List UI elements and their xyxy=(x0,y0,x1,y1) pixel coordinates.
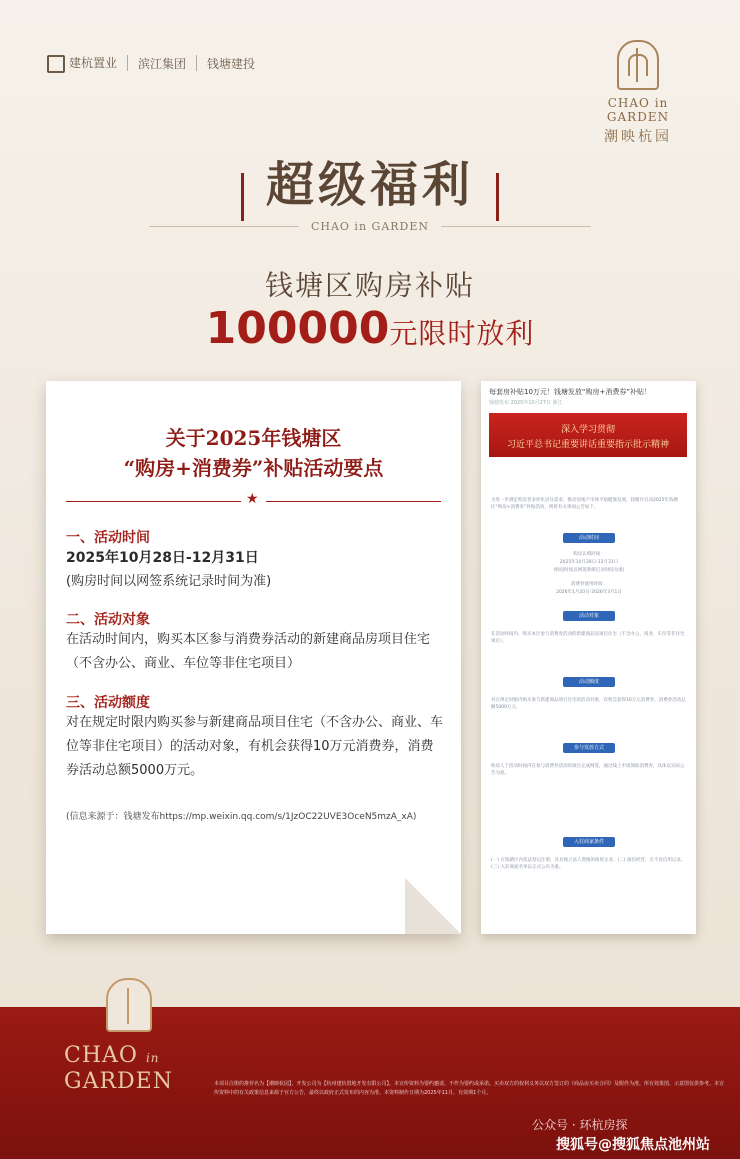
article-intro: 为进一步满足购房者多样化居住需求，推动房地产市场平稳健康发展，钱塘区启动2025年钱塘区“购房+消费券”补贴活动，现将有关事项公告如下。 xyxy=(491,498,678,510)
garden-emblem-icon xyxy=(106,978,152,1032)
article-meta: 钱塘发布 2025年10月27日 浙江 xyxy=(489,400,563,406)
article-pill-target: 活动对象 xyxy=(563,611,615,621)
watermark-sohu: 搜狐号@搜狐焦点池州站 xyxy=(556,1137,710,1153)
brand-binjiang: 滨江集团 xyxy=(138,56,187,71)
section-time-heading: 一、活动时间 xyxy=(66,530,150,546)
article-screenshot xyxy=(481,381,696,934)
section-target-heading: 二、活动对象 xyxy=(66,612,150,628)
section-time-note: (购房时间以网签系统记录时间为准) xyxy=(66,574,272,589)
article-title: 每套房补贴10万元！钱塘发放“购房+消费券”补贴！ xyxy=(489,388,652,396)
bottom-project-logo: CHAO in GARDEN xyxy=(64,978,194,1094)
developer-logos xyxy=(47,54,255,73)
article-merchant: (一) 在钱塘区内依法登记注册，具有独立法人资格的商贸企业。(二) 诚信经营，无不良信用记录。(三) 入驻商家名单以正式公布为准。 xyxy=(491,858,686,870)
headline-sub-en: CHAO in GARDEN xyxy=(0,220,740,233)
info-source: (信息来源于：钱塘发布https://mp.weixin.qq.com/s/1JzOC22UVE3OceN5mzA_xA) xyxy=(66,812,417,822)
brand-jianhang: 建杭置业 xyxy=(47,54,117,73)
article-method: 购房人于活动时间内在参与消费券活动的项目完成网签，通过线上申请领取消费券，具体以实际公告为准。 xyxy=(491,764,685,776)
watermark-wechat: 公众号 · 环杭房探 xyxy=(532,1118,628,1132)
article-banner: 深入学习贯彻 习近平总书记重要讲话重要指示批示精神 xyxy=(489,413,687,457)
project-logo-cn: 潮映杭园 xyxy=(604,129,672,145)
amount-number: 100000 xyxy=(205,303,390,354)
article-pill-method: 参与发放方式 xyxy=(563,743,615,753)
garden-emblem-icon xyxy=(617,40,659,90)
headline xyxy=(0,146,740,221)
jianhang-logo-icon xyxy=(47,55,65,73)
brand-qiantang: 钱塘建投 xyxy=(207,56,256,71)
section-target-body: 在活动时间内，购买本区参与消费券活动的新建商品房项目住宅（不含办公、商业、车位等非住宅项目） xyxy=(66,632,431,671)
star-icon: ★ xyxy=(246,491,259,507)
amount-text: 元限时放利 xyxy=(389,317,535,350)
star-divider xyxy=(66,491,441,507)
article-time2: 2025年10月28日-12月31日 xyxy=(559,560,619,565)
article-time5: 2026年1月20日-2026年3月1日 xyxy=(556,590,622,595)
project-logo-en: CHAO in GARDEN xyxy=(606,96,670,124)
article-pill-time: 活动时间 xyxy=(563,533,615,543)
legal-disclaimer: 本项目注册的推荐名为【潮映杭园】，开发公司为【杭州建杭置地开发有限公司】。本宣传资料为要约邀请，不作为要约或承诺。买卖双方的权利义务以双方签订的《商品房买卖合同》及附件为准。所有效果图、示意图仅供参考。本宣传资料中的有关政策信息来源于官方公告，最终以政府正式发布的内容为准。本资料制作日期为2025年11月，有效期1个月。 xyxy=(214,1081,725,1096)
section-time-date: 2025年10月28日-12月31日 xyxy=(66,550,259,566)
article-pill-merchant: 入驻商家条件 xyxy=(563,837,615,847)
article-target: 在活动时间内，购买本区参与消费券活动的新建商品房项目住宅（不含办公、商业、车位等非住宅项目）。 xyxy=(491,632,685,644)
policy-title: 关于2025年钱塘区 “购房+消费券”补贴活动要点 xyxy=(123,426,384,480)
headline-title: 超级福利 xyxy=(265,157,474,213)
section-quota-heading: 三、活动额度 xyxy=(66,695,150,711)
policy-paper xyxy=(46,381,461,934)
project-logo xyxy=(582,40,694,146)
article-time4: 消费券使用时间： xyxy=(571,582,607,587)
article-quota: 对在规定时限内购买参与新建商品项目住宅的活动对象，有机会获得10万元消费券，消费券活动总额5000万元。 xyxy=(491,698,686,710)
article-pill-quota: 活动额度 xyxy=(563,677,615,687)
subsidy-title: 钱塘区购房补贴 xyxy=(264,269,475,302)
subsidy-amount xyxy=(0,303,740,354)
section-quota-body: 对在规定时限内购买参与新建商品项目住宅（不含办公、商业、车位等非住宅项目）的活动对象，有机会获得10万元消费券，消费券活动总额5000万元。 xyxy=(66,715,444,778)
article-time3: (购房时间以网签系统记录时间为准) xyxy=(553,568,625,573)
article-time1: 购房认购时间： xyxy=(573,552,605,557)
